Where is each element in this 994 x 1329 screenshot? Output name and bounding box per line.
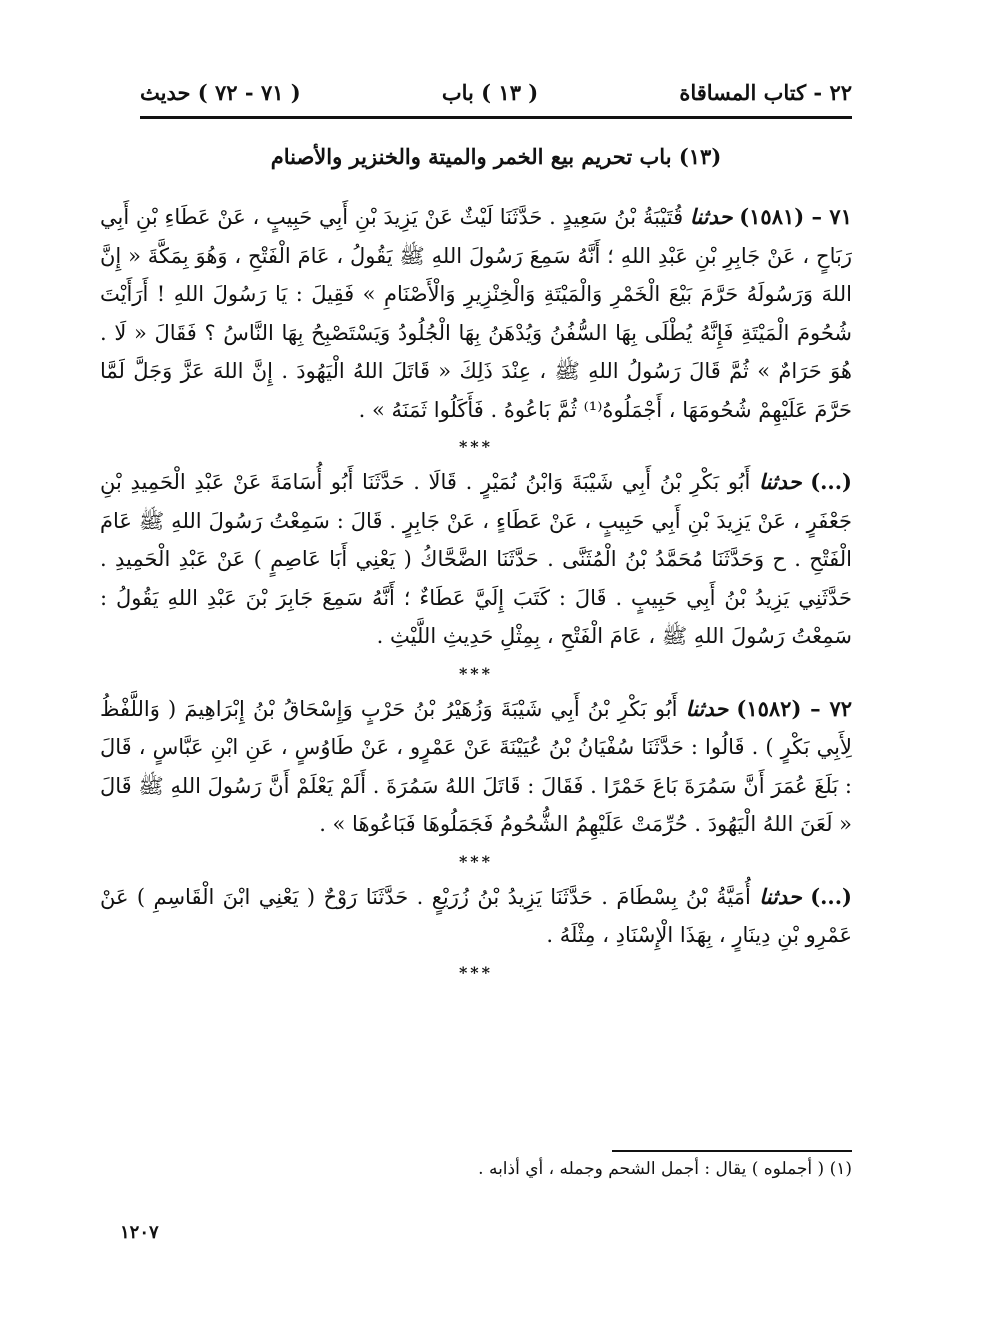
hadith-number: (...) <box>810 469 852 494</box>
hadith-lead-word: حدثنا <box>759 883 802 909</box>
hadith-lead-word: حدثنا <box>689 204 733 229</box>
running-header <box>140 72 852 112</box>
footnote: (١) ( أجملوه ) يقال : أجمل الشحم وجمله ، أي أذابه . <box>478 1159 852 1179</box>
header-chapter-number: ( ١٣ ) باب <box>441 79 539 105</box>
hadith-text: أَبُو بَكْرِ بْنُ أَبِي شَيْبَةَ وَابْنُ نُمَيْرٍ . قَالَا . حَدَّثَنَا أَبُو أُسَامَةَ عَنْ عَبْدِ الْحَمِيدِ بْنِ جَعْفَرٍ ، عَنْ يَزِيدَ بْنِ أَبِي حَبِيبٍ ، عَنْ عَطَاءٍ ، عَنْ جَابِرٍ . قَالَ : سَمِعْتُ رَسُولَ اللهِ ﷺ عَامَ الْفَتْحِ . ح وَحَدَّثَنَا مُحَمَّدُ بْنُ الْمُثَنَّى . حَدَّثَنَا الضَّحَّاكُ ( يَعْنِي أَبَا عَاصِمٍ ) عَنْ عَبْدِ الْحَمِيدِ . حَدَّثَنِي يَزِيدُ بْنُ أَبِي حَبِيبٍ . قَالَ : كَتَبَ إِلَيَّ عَطَاءٌ ؛ أَنَّهُ سَمِعَ جَابِرَ بْنَ عَبْدِ اللهِ يَقُولُ : سَمِعْتُ رَسُولَ اللهِ ﷺ ، عَامَ الْفَتْحِ ، بِمِثْلِ حَدِيثِ اللَّيْثِ . <box>100 470 852 648</box>
hadith-text: أُمَيَّةُ بْنُ بِسْطَامَ . حَدَّثَنَا يَزِيدُ بْنُ زُرَيْعٍ . حَدَّثَنَا رَوْحٌ ( يَعْنِي ابْنَ الْقَاسِمِ ) عَنْ عَمْرِو بْنِ دِينَارٍ ، بِهَذَا الْإِسْنَادِ ، مِثْلَهُ . <box>100 884 852 947</box>
chapter-title: (١٣) باب تحريم بيع الخمر والميتة والخنزير والأصنام <box>270 144 722 169</box>
hadith-lead-word: حدثنا <box>685 695 729 721</box>
footnote-rule <box>612 1150 852 1152</box>
hadith-number: (...) <box>810 883 852 909</box>
section-separator: *** <box>458 437 494 456</box>
section-separator: *** <box>458 962 494 982</box>
hadith-71-variant <box>100 463 852 656</box>
hadith-72-variant <box>100 878 852 955</box>
hadith-body <box>100 198 852 989</box>
hadith-number: ٧٢ – (١٥٨٢) <box>736 695 852 721</box>
hadith-71 <box>100 198 852 429</box>
hadith-text: أَبُو بَكْرِ بْنُ أَبِي شَيْبَةَ وَزُهَيْرُ بْنُ حَرْبٍ وَإِسْحَاقُ بْنُ إِبْرَاهِيمَ ( وَاللَّفْظُ لِأَبِي بَكْرٍ ) . قَالُوا : حَدَّثَنَا سُفْيَانُ بْنُ عُيَيْنَةَ عَنْ عَمْرٍو ، عَنْ طَاوُسٍ ، عَنِ ابْنِ عَبَّاسٍ ، قَالَ : بَلَغَ عُمَرَ أَنَّ سَمُرَةَ بَاعَ خَمْرًا . فَقَالَ : قَاتَلَ اللهُ سَمُرَةَ . أَلَمْ يَعْلَمْ أَنَّ رَسُولَ اللهِ ﷺ قَالَ « لَعَنَ اللهُ الْيَهُودَ . حُرِّمَتْ عَلَيْهِمُ الشُّحُومُ فَجَمَلُوهَا فَبَاعُوهَا » . <box>100 696 852 836</box>
section-separator: *** <box>458 851 494 871</box>
page-number: ١٢٠٧ <box>120 1222 159 1243</box>
section-separator: *** <box>458 663 494 683</box>
hadith-lead-word: حدثنا <box>758 469 802 494</box>
header-rule <box>140 116 852 119</box>
header-book-title: ٢٢ - كتاب المساقاة <box>679 79 852 105</box>
hadith-text: قُتَيْبَةُ بْنُ سَعِيدٍ . حَدَّثَنَا لَيْثٌ عَنْ يَزِيدَ بْنِ أَبِي حَبِيبٍ ، عَنْ عَطَاءِ بْنِ أَبِي رَبَاحٍ ، عَنْ جَابِرِ بْنِ عَبْدِ اللهِ ؛ أَنَّهُ سَمِعَ رَسُولَ اللهِ ﷺ يَقُولُ ، عَامَ الْفَتْحِ ، وَهُوَ بِمَكَّةَ « إِنَّ اللهَ وَرَسُولَهُ حَرَّمَ بَيْعَ الْخَمْرِ وَالْمَيْتَةِ وَالْخِنْزِيرِ وَالْأَصْنَامِ » فَقِيلَ : يَا رَسُولَ اللهِ ! أَرَأَيْتَ شُحُومَ الْمَيْتَةِ فَإِنَّهُ يُطْلَى بِهَا السُّفُنُ وَيُدْهَنُ بِهَا الْجُلُودُ وَيَسْتَصْبِحُ بِهَا النَّاسُ ؟ فَقَالَ « لَا . هُوَ حَرَامٌ » ثُمَّ قَالَ رَسُولُ اللهِ ﷺ ، عِنْدَ ذَلِكَ « قَاتَلَ اللهُ الْيَهُودَ . إِنَّ اللهَ عَزَّ وَجَلَّ لَمَّا حَرَّمَ عَلَيْهِمْ شُحُومَهَا ، أَجْمَلُوهُ⁽¹⁾ ثُمَّ بَاعُوهُ . فَأَكَلُوا ثَمَنَهُ » . <box>100 205 852 422</box>
hadith-number: ٧١ – (١٥٨١) <box>739 204 852 229</box>
header-hadith-range: ( ٧١ - ٧٢ ) حديث <box>140 79 301 105</box>
hadith-72 <box>100 690 852 844</box>
